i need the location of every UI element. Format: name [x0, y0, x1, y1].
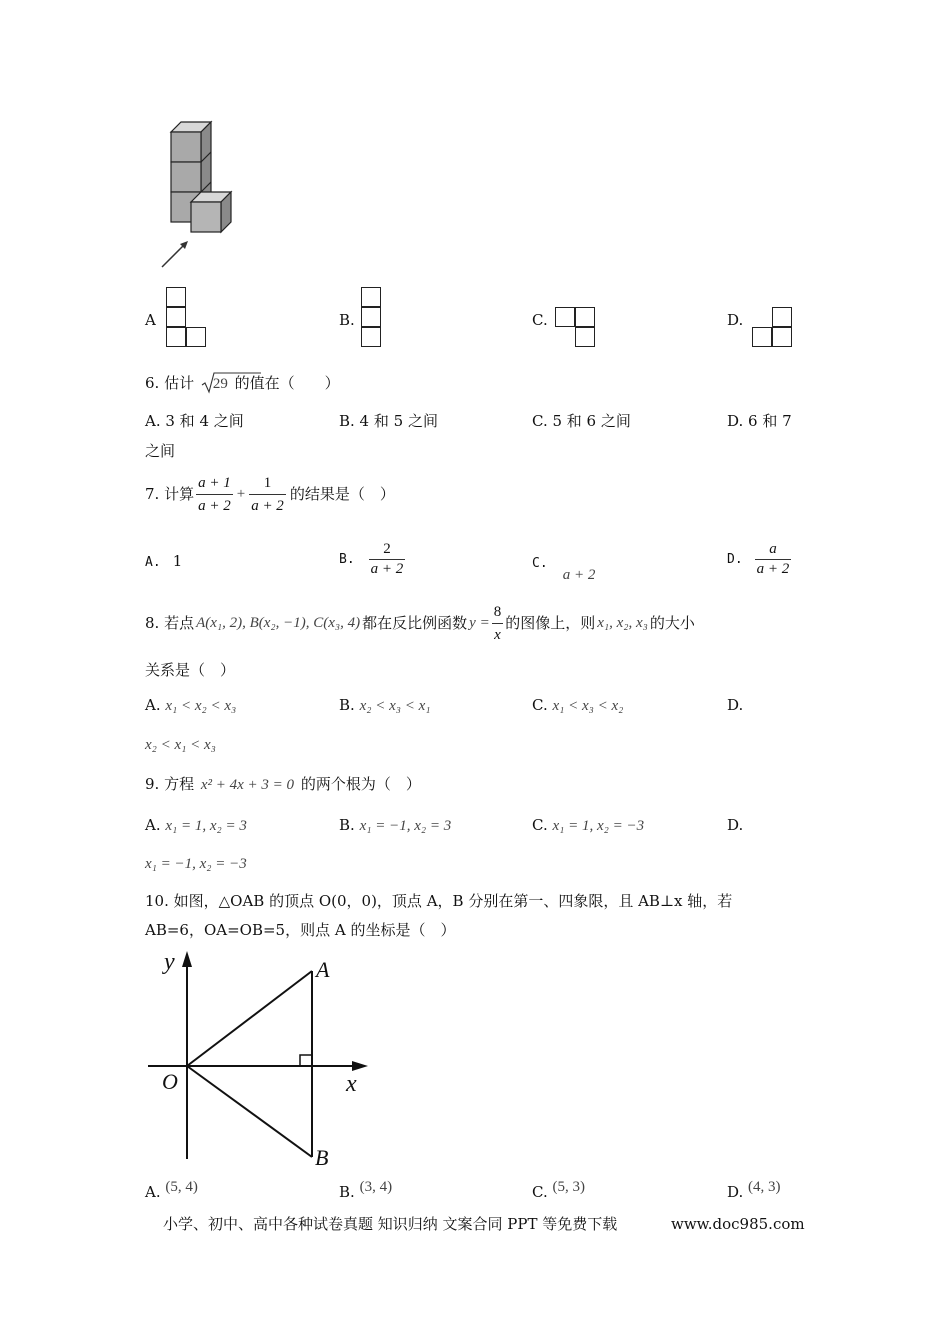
fig-b-label: B [315, 1145, 329, 1170]
q5-option-c-label: C. [532, 311, 548, 329]
q8-option-d-label: D. [727, 696, 744, 714]
q7-option-a: A. 1 [145, 552, 183, 570]
q7-stem: 7. 计算 $\frac{a + 1}{a + 2}$ + $\frac{1}{a + 2}$ 的结果是（ ） [145, 474, 395, 514]
q6-option-d: D. 6 和 7 [727, 412, 792, 430]
q8-option-d-value: x₂ < x₁ < x₃ [145, 737, 216, 753]
fig-o-label: O [162, 1069, 178, 1094]
q6-option-b: B. 4 和 5 之间 [339, 412, 438, 430]
q10-option-a: A. (5, 4) [145, 1179, 198, 1201]
q10-stem-line2: AB=6，OA=OB=5，则点 A 的坐标是（ ） [145, 921, 456, 939]
q7-option-c: C. a + 2 [532, 556, 596, 583]
fig-a-label: A [316, 957, 330, 982]
footer-promo-text: 小学、初中、高中各种试卷真题 知识归纳 文案合同 PPT 等免费下载 [163, 1215, 618, 1233]
q8-stem-line2: 关系是（ ） [145, 661, 236, 679]
q7-option-b: B. $\frac{2}{a + 2}$ [339, 540, 404, 577]
q7-option-d: D. $\frac{a}{a + 2}$ [727, 540, 790, 577]
view-direction-arrow [162, 241, 188, 267]
q8-option-a: A. x₁ < x₂ < x₃ [145, 696, 237, 714]
q5-option-b-label: B. [339, 311, 355, 329]
q7-fraction-2: $\frac{1}{a + 2}$ [251, 474, 284, 514]
q10-option-b: B. (3, 4) [339, 1179, 393, 1201]
q10-option-c: C. (5, 3) [532, 1179, 585, 1201]
q9-option-c: C. x₁ = 1, x₂ = −3 [532, 816, 645, 834]
q9-option-a: A. x₁ = 1, x₂ = 3 [145, 816, 247, 834]
q10-option-d: D. (4, 3) [727, 1179, 781, 1201]
q9-option-b: B. x₁ = −1, x₂ = 3 [339, 816, 452, 834]
q10-stem-line1: 10. 如图，△OAB 的顶点 O(0，0)，顶点 A，B 分别在第一、四象限，且 AB⊥x 轴，若 [145, 892, 733, 910]
fig-x-label: x [346, 1071, 357, 1097]
q9-option-d-label: D. [727, 816, 744, 834]
cube-stack-figure [150, 115, 260, 275]
q5-option-d-label: D. [727, 311, 744, 329]
q6-stem: 6. 估计 29 的值在（ ） [145, 374, 340, 392]
q6-option-c: C. 5 和 6 之间 [532, 412, 631, 430]
q8-option-c: C. x₁ < x₃ < x₂ [532, 696, 624, 714]
triangle-oab-figure [140, 945, 380, 1175]
footer-website-link[interactable]: www.doc985.com [671, 1215, 805, 1233]
fig-y-label: y [164, 949, 175, 975]
q9-option-d-value: x₁ = −1, x₂ = −3 [145, 856, 247, 872]
q8-function-fraction: $\frac{8}{x}$ [493, 603, 502, 643]
q9-stem: 9. 方程 x² + 4x + 3 = 0 的两个根为（ ） [145, 775, 421, 793]
q7-fraction-1: $\frac{a + 1}{a + 2}$ [198, 474, 231, 514]
sqrt-expression: 29 [201, 373, 228, 394]
q8-stem: 8. 若点 A(x₁, 2), B(x₂, −1), C(x₃, 4) 都在反比例函数 y = $\frac{8}{x}$ 的图像上，则 x₁, x₂, x₃ 的大小 [145, 603, 695, 643]
q5-option-a-label: A [145, 311, 156, 329]
q8-option-b: B. x₂ < x₃ < x₁ [339, 696, 431, 714]
q6-option-a: A. 3 和 4 之间 [145, 412, 244, 430]
q6-option-d-continued: 之间 [145, 442, 176, 460]
